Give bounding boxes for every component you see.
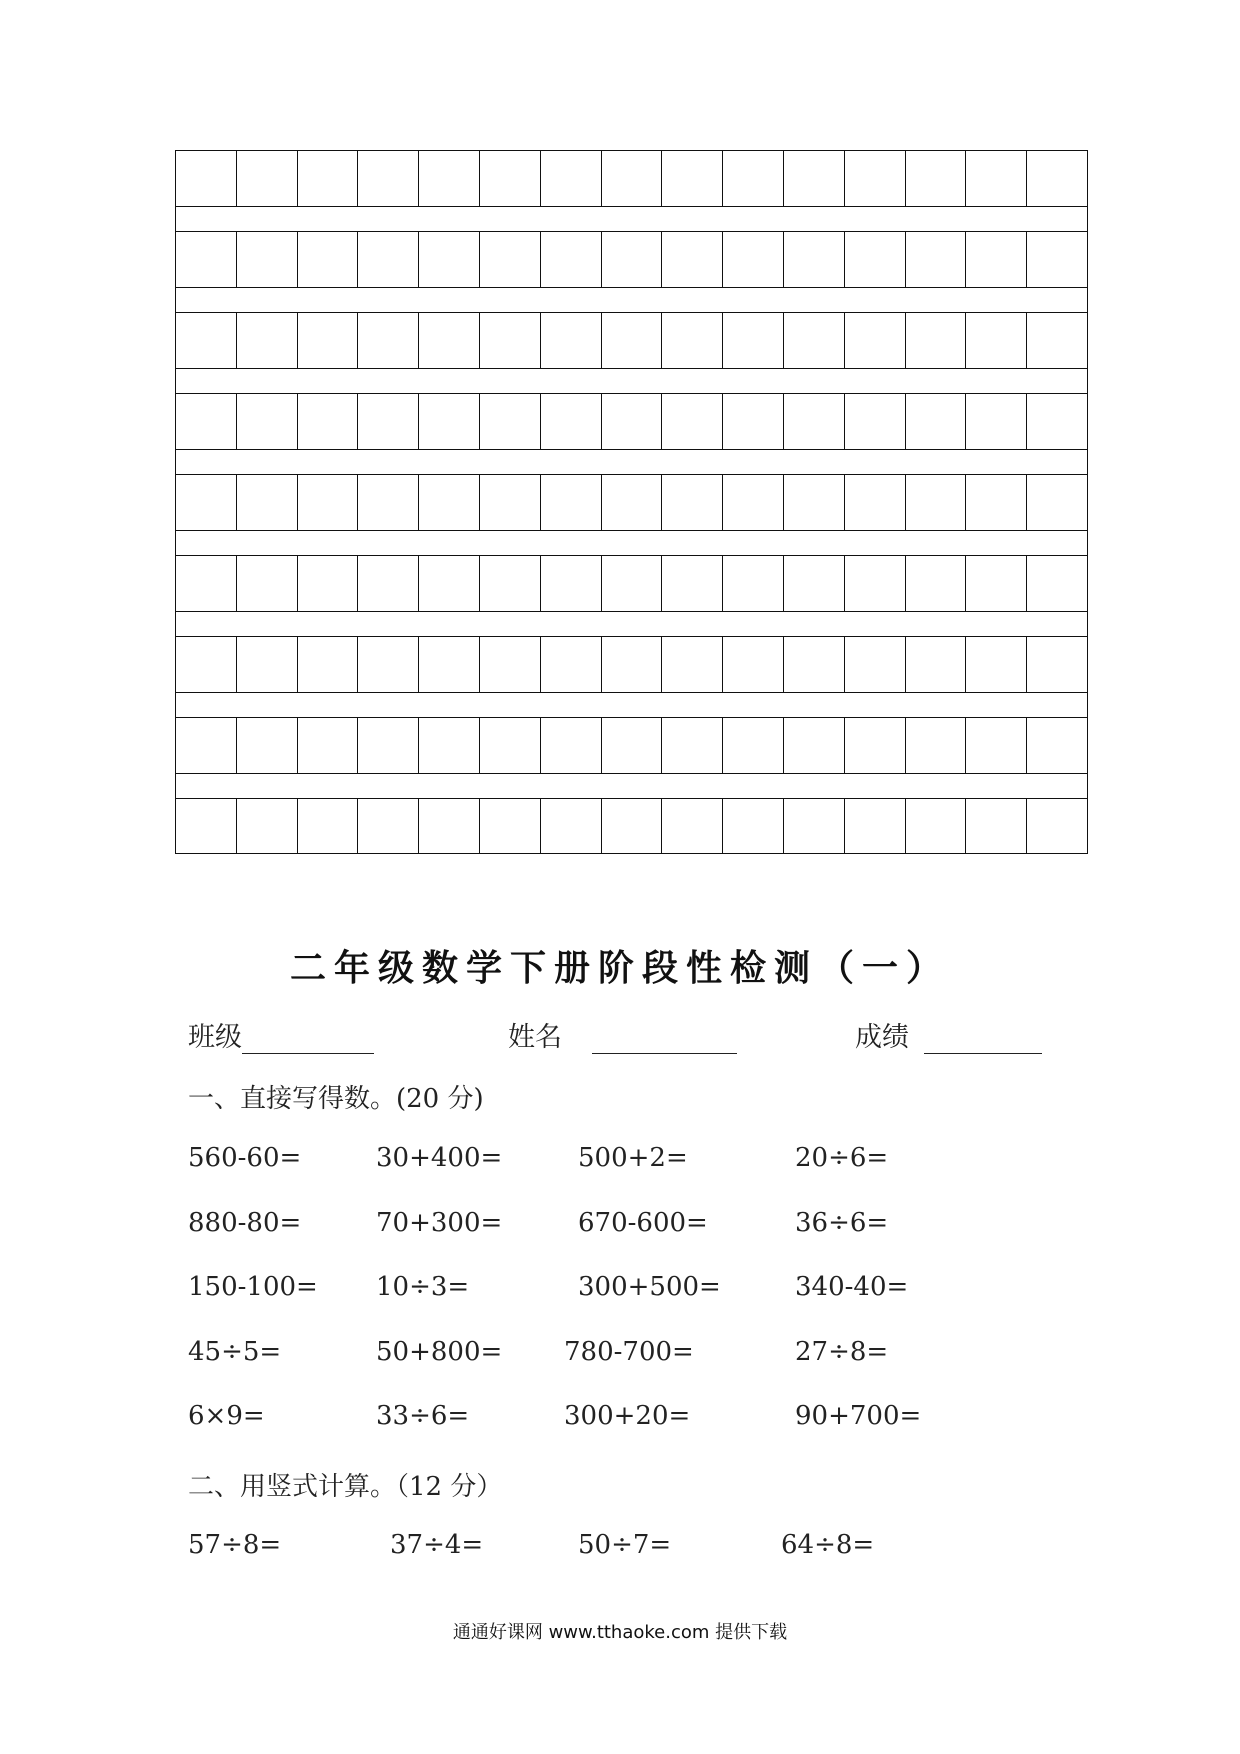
grid-cell[interactable] xyxy=(783,394,844,449)
grid-cell[interactable] xyxy=(479,232,540,287)
grid-spacer xyxy=(175,692,1088,717)
grid-cell[interactable] xyxy=(236,556,297,611)
grid-cell[interactable] xyxy=(783,232,844,287)
grid-cell[interactable] xyxy=(905,718,966,773)
grid-cell[interactable] xyxy=(357,556,418,611)
arith-problem: 27÷8= xyxy=(795,1337,889,1367)
arith-row xyxy=(0,1272,1240,1312)
vertical-row xyxy=(0,1530,1240,1570)
grid-cell[interactable] xyxy=(540,394,601,449)
name-blank[interactable] xyxy=(592,1025,737,1054)
grid-cell[interactable] xyxy=(176,718,236,773)
grid-cell[interactable] xyxy=(236,232,297,287)
grid-cell[interactable] xyxy=(297,394,358,449)
grid-cell[interactable] xyxy=(1026,718,1087,773)
class-field xyxy=(188,1015,374,1054)
grid-cell[interactable] xyxy=(601,637,662,692)
vertical-problem: 37÷4= xyxy=(390,1530,484,1560)
grid-cell[interactable] xyxy=(661,394,722,449)
grid-row xyxy=(175,231,1088,287)
arith-problem: 150-100= xyxy=(188,1272,318,1302)
grid-cell[interactable] xyxy=(297,475,358,530)
grid-cell[interactable] xyxy=(905,475,966,530)
grid-row xyxy=(175,312,1088,368)
grid-cell[interactable] xyxy=(418,313,479,368)
grid-cell[interactable] xyxy=(479,637,540,692)
class-blank[interactable] xyxy=(242,1025,374,1054)
vertical-problem: 57÷8= xyxy=(188,1530,282,1560)
arith-problem: 50+800= xyxy=(376,1337,503,1367)
grid-cell[interactable] xyxy=(418,232,479,287)
grid-cell[interactable] xyxy=(176,799,236,853)
grid-cell[interactable] xyxy=(418,799,479,853)
grid-cell[interactable] xyxy=(722,232,783,287)
grid-cell[interactable] xyxy=(601,394,662,449)
grid-cell[interactable] xyxy=(722,718,783,773)
grid-cell[interactable] xyxy=(236,151,297,206)
arith-problem: 670-600= xyxy=(578,1208,708,1238)
section2-heading: 二、用竖式计算。（12 分） xyxy=(188,1472,503,1502)
grid-cell[interactable] xyxy=(176,151,236,206)
score-blank[interactable] xyxy=(924,1025,1042,1054)
grid-cell[interactable] xyxy=(965,475,1026,530)
grid-cell[interactable] xyxy=(661,475,722,530)
grid-spacer xyxy=(175,206,1088,231)
grid-cell[interactable] xyxy=(479,394,540,449)
grid-cell[interactable] xyxy=(297,718,358,773)
grid-cell[interactable] xyxy=(661,313,722,368)
grid-cell[interactable] xyxy=(540,313,601,368)
arith-row xyxy=(0,1337,1240,1377)
arith-problem: 880-80= xyxy=(188,1208,302,1238)
grid-spacer xyxy=(175,287,1088,312)
grid-cell[interactable] xyxy=(1026,394,1087,449)
grid-cell[interactable] xyxy=(479,556,540,611)
grid-cell[interactable] xyxy=(661,232,722,287)
grid-cell[interactable] xyxy=(357,799,418,853)
grid-cell[interactable] xyxy=(1026,475,1087,530)
arith-problem: 300+20= xyxy=(564,1401,691,1431)
grid-cell[interactable] xyxy=(844,718,905,773)
grid-cell[interactable] xyxy=(236,637,297,692)
arith-problem: 560-60= xyxy=(188,1143,302,1173)
grid-cell[interactable] xyxy=(661,556,722,611)
grid-cell[interactable] xyxy=(418,718,479,773)
grid-cell[interactable] xyxy=(661,718,722,773)
arith-problem: 340-40= xyxy=(795,1272,909,1302)
score-label: 成绩 xyxy=(855,1022,909,1053)
grid-row xyxy=(175,636,1088,692)
grid-cell[interactable] xyxy=(540,232,601,287)
grid-cell[interactable] xyxy=(661,799,722,853)
grid-cell[interactable] xyxy=(297,799,358,853)
grid-cell[interactable] xyxy=(1026,556,1087,611)
grid-cell[interactable] xyxy=(297,232,358,287)
grid-cell[interactable] xyxy=(844,556,905,611)
grid-cell[interactable] xyxy=(783,475,844,530)
grid-cell[interactable] xyxy=(601,718,662,773)
grid-cell[interactable] xyxy=(601,475,662,530)
footer-text: 通通好课网 www.tthaoke.com 提供下载 xyxy=(452,1622,788,1643)
vertical-problem: 64÷8= xyxy=(781,1530,875,1560)
grid-cell[interactable] xyxy=(540,718,601,773)
grid-cell[interactable] xyxy=(479,475,540,530)
grid-cell[interactable] xyxy=(418,475,479,530)
vertical-problem: 50÷7= xyxy=(578,1530,672,1560)
grid-cell[interactable] xyxy=(722,394,783,449)
grid-row xyxy=(175,393,1088,449)
arith-problem: 300+500= xyxy=(578,1272,721,1302)
grid-cell[interactable] xyxy=(601,313,662,368)
grid-cell[interactable] xyxy=(965,637,1026,692)
grid-cell[interactable] xyxy=(844,232,905,287)
grid-cell[interactable] xyxy=(418,151,479,206)
grid-cell[interactable] xyxy=(601,799,662,853)
arith-row xyxy=(0,1401,1240,1441)
grid-cell[interactable] xyxy=(661,151,722,206)
grid-cell[interactable] xyxy=(357,475,418,530)
grid-cell[interactable] xyxy=(540,556,601,611)
grid-cell[interactable] xyxy=(783,556,844,611)
grid-cell[interactable] xyxy=(783,637,844,692)
grid-cell[interactable] xyxy=(1026,799,1087,853)
grid-cell[interactable] xyxy=(844,475,905,530)
class-label: 班级 xyxy=(188,1022,242,1053)
grid-cell[interactable] xyxy=(844,799,905,853)
page-title: 二年级数学下册阶段性检测（一） xyxy=(289,948,950,989)
arith-problem: 45÷5= xyxy=(188,1337,282,1367)
grid-cell[interactable] xyxy=(965,313,1026,368)
grid-cell[interactable] xyxy=(722,475,783,530)
grid-cell[interactable] xyxy=(176,556,236,611)
grid-spacer xyxy=(175,773,1088,798)
grid-cell[interactable] xyxy=(1026,637,1087,692)
name-field xyxy=(508,1015,737,1054)
grid-cell[interactable] xyxy=(176,394,236,449)
grid-cell[interactable] xyxy=(965,799,1026,853)
grid-cell[interactable] xyxy=(844,151,905,206)
grid-spacer xyxy=(175,530,1088,555)
grid-cell[interactable] xyxy=(905,394,966,449)
grid-cell[interactable] xyxy=(418,556,479,611)
section1-heading: 一、直接写得数。(20 分) xyxy=(188,1084,484,1114)
grid-cell[interactable] xyxy=(965,232,1026,287)
grid-cell[interactable] xyxy=(176,313,236,368)
grid-row xyxy=(175,555,1088,611)
arith-problem: 780-700= xyxy=(564,1337,694,1367)
grid-cell[interactable] xyxy=(418,637,479,692)
grid-cell[interactable] xyxy=(297,637,358,692)
arith-problem: 500+2= xyxy=(578,1143,688,1173)
grid-cell[interactable] xyxy=(540,151,601,206)
grid-cell[interactable] xyxy=(844,313,905,368)
grid-cell[interactable] xyxy=(479,151,540,206)
arith-row xyxy=(0,1143,1240,1183)
grid-cell[interactable] xyxy=(601,151,662,206)
arith-problem: 20÷6= xyxy=(795,1143,889,1173)
grid-cell[interactable] xyxy=(722,799,783,853)
score-field xyxy=(855,1015,1042,1054)
grid-cell[interactable] xyxy=(357,313,418,368)
grid-cell[interactable] xyxy=(905,556,966,611)
grid-cell[interactable] xyxy=(479,313,540,368)
grid-cell[interactable] xyxy=(965,394,1026,449)
grid-cell[interactable] xyxy=(236,313,297,368)
grid-cell[interactable] xyxy=(357,718,418,773)
grid-cell[interactable] xyxy=(418,394,479,449)
grid-cell[interactable] xyxy=(540,799,601,853)
grid-cell[interactable] xyxy=(722,556,783,611)
grid-cell[interactable] xyxy=(722,151,783,206)
writing-grid xyxy=(175,150,1088,854)
grid-cell[interactable] xyxy=(1026,151,1087,206)
grid-cell[interactable] xyxy=(722,313,783,368)
grid-cell[interactable] xyxy=(176,637,236,692)
grid-cell[interactable] xyxy=(601,556,662,611)
arith-row xyxy=(0,1208,1240,1248)
grid-cell[interactable] xyxy=(357,394,418,449)
arith-problem: 30+400= xyxy=(376,1143,503,1173)
grid-cell[interactable] xyxy=(965,556,1026,611)
grid-cell[interactable] xyxy=(1026,232,1087,287)
grid-spacer xyxy=(175,449,1088,474)
grid-cell[interactable] xyxy=(236,799,297,853)
grid-cell[interactable] xyxy=(540,475,601,530)
grid-cell[interactable] xyxy=(540,637,601,692)
grid-cell[interactable] xyxy=(479,799,540,853)
grid-cell[interactable] xyxy=(722,637,783,692)
arith-problem: 6×9= xyxy=(188,1401,265,1431)
arith-problem: 36÷6= xyxy=(795,1208,889,1238)
grid-cell[interactable] xyxy=(844,394,905,449)
grid-row xyxy=(175,717,1088,773)
arith-problem: 33÷6= xyxy=(376,1401,470,1431)
grid-cell[interactable] xyxy=(965,151,1026,206)
grid-cell[interactable] xyxy=(661,637,722,692)
grid-cell[interactable] xyxy=(905,637,966,692)
grid-spacer xyxy=(175,368,1088,393)
grid-cell[interactable] xyxy=(357,637,418,692)
grid-cell[interactable] xyxy=(236,475,297,530)
grid-cell[interactable] xyxy=(236,718,297,773)
grid-row xyxy=(175,474,1088,530)
grid-spacer xyxy=(175,611,1088,636)
grid-cell[interactable] xyxy=(297,313,358,368)
grid-cell[interactable] xyxy=(357,232,418,287)
grid-cell[interactable] xyxy=(176,232,236,287)
name-label: 姓名 xyxy=(508,1022,562,1053)
grid-cell[interactable] xyxy=(176,475,236,530)
grid-cell[interactable] xyxy=(479,718,540,773)
grid-cell[interactable] xyxy=(905,313,966,368)
grid-cell[interactable] xyxy=(783,151,844,206)
grid-cell[interactable] xyxy=(905,232,966,287)
grid-cell[interactable] xyxy=(601,232,662,287)
grid-cell[interactable] xyxy=(783,799,844,853)
grid-cell[interactable] xyxy=(297,556,358,611)
grid-cell[interactable] xyxy=(783,313,844,368)
grid-cell[interactable] xyxy=(236,394,297,449)
grid-cell[interactable] xyxy=(357,151,418,206)
grid-row xyxy=(175,150,1088,206)
grid-cell[interactable] xyxy=(844,637,905,692)
grid-row xyxy=(175,798,1088,854)
grid-cell[interactable] xyxy=(1026,313,1087,368)
grid-cell[interactable] xyxy=(783,718,844,773)
grid-cell[interactable] xyxy=(905,799,966,853)
arith-problem: 10÷3= xyxy=(376,1272,470,1302)
arith-problem: 90+700= xyxy=(795,1401,922,1431)
grid-cell[interactable] xyxy=(297,151,358,206)
grid-cell[interactable] xyxy=(965,718,1026,773)
arith-problem: 70+300= xyxy=(376,1208,503,1238)
grid-cell[interactable] xyxy=(905,151,966,206)
